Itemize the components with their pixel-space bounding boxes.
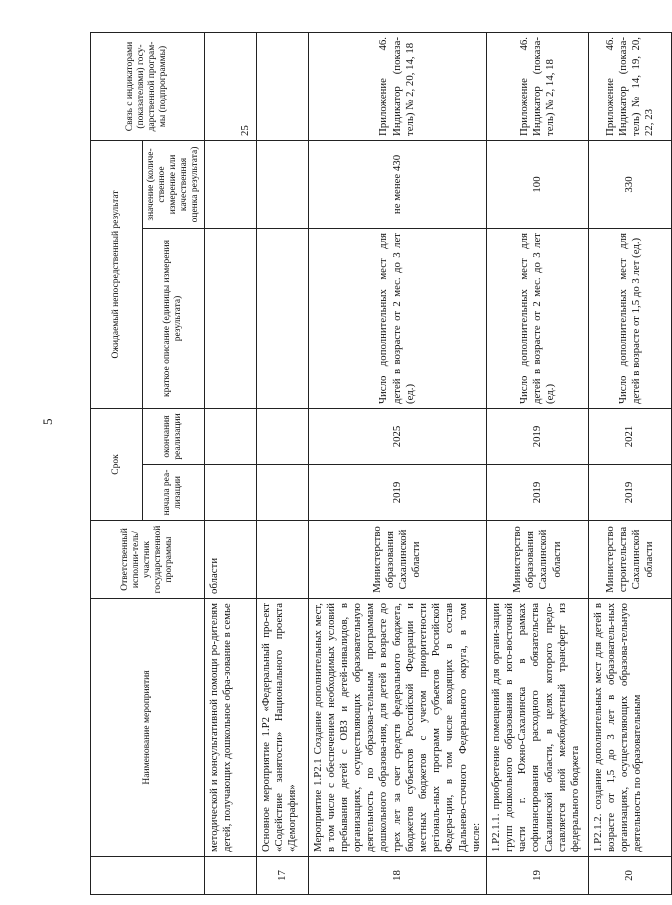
rotated-table-container (90, 33, 656, 895)
row-num: 18 (308, 857, 486, 895)
header-term: Срок (91, 408, 143, 520)
header-term-end: окончания реализации (143, 408, 205, 464)
row-responsible (256, 521, 308, 599)
row-link: 25 (204, 32, 256, 140)
row-name: 1.Р2.1.2. создание дополнительных мест для детей в возрасте от 1,5 до 3 лет в образователь-ных организациях, осуществляющих образова-тельную деятельность по образовательным (588, 599, 671, 857)
row-link (256, 32, 308, 140)
row-end (204, 408, 256, 464)
row-value: не менее 430 (308, 140, 486, 228)
row-start: 2019 (588, 465, 671, 521)
row-start: 2019 (308, 465, 486, 521)
table-row (308, 32, 486, 894)
table-row (256, 32, 308, 894)
row-num (204, 857, 256, 895)
row-responsible: Министерство образования Сахалинской области (486, 521, 588, 599)
header-link: Связь с индикаторами (показателями) госу-дарственной програм-мы (подпрограммы) (91, 32, 205, 140)
row-end (256, 408, 308, 464)
row-value: 330 (588, 140, 671, 228)
row-end: 2025 (308, 408, 486, 464)
row-end: 2021 (588, 408, 671, 464)
row-desc (204, 228, 256, 408)
header-term-start: начала реа-лизации (143, 465, 205, 521)
header-result-desc: краткое описание (единицы измерения результата) (143, 228, 205, 408)
row-start: 2019 (486, 465, 588, 521)
row-responsible: Министерство образования Сахалинской области (308, 521, 486, 599)
row-value (256, 140, 308, 228)
row-value (204, 140, 256, 228)
row-name: 1.Р2.1.1. приобретение помещений для органи-зации групп дошкольного образования в юго-восточной части г. Южно-Сахалинска в рамках софинансирования расходного обязательства Сахалинской области, в целях которого предо-ставляется иной межбюджетный трансферт из федерального бюджета (486, 599, 588, 857)
row-start (204, 465, 256, 521)
row-name: Мероприятие 1.Р2.1 Создание дополнительных мест, в том числе с обеспечением необходимых условий пребывания детей с ОВЗ и детей-инвалидов, в организациях, осуществляющих образовательную деятельность по образова-тельным программам дошкольного образова-ния, для детей в возрасте до трех лет за счет средств федерального бюджета, бюджетов субъектов Российской Федерации и местных бюджетов с учетом приоритетности регіональ-ных программ субъектов Российской Федера-ции, в том числе входящих в состав Дальнево-сточного Федерального округа, в том числе: (308, 599, 486, 857)
row-desc (256, 228, 308, 408)
row-desc: Число дополнительных мест для детей в возрасте от 2 мес. до 3 лет (ед.) (486, 228, 588, 408)
table-row (204, 32, 256, 894)
row-link: Приложение 46. Индикатор (показа-тель) № 2, 20, 14, 18 (308, 32, 486, 140)
row-num: 17 (256, 857, 308, 895)
row-name: Основное мероприятие 1.Р2 «Федеральный про-ект «Содействие занятости» Национального проекта «Демография» (256, 599, 308, 857)
row-desc: Число дополнительных мест для детей в возрасте от 2 мес. до 3 лет (ед.) (308, 228, 486, 408)
row-link: Приложение 46. Индикатор (показа-тель) № 2, 14, 18 (486, 32, 588, 140)
header-result: Ожидаемый непосредственный результат (91, 140, 143, 408)
row-end: 2019 (486, 408, 588, 464)
row-desc: Число дополнительных мест для детей в возрасте от 1,5 до 3 лет (ед.) (588, 228, 671, 408)
table-row (588, 32, 671, 894)
header-result-value: значение (количе-ственное измерение или качественная оценка результата) (143, 140, 205, 228)
measures-table (90, 32, 672, 895)
row-num: 20 (588, 857, 671, 895)
header-responsible: Ответственный исполни-тель/участник государственной программы (91, 521, 205, 599)
row-link: Приложение 46. Индикатор (показа-тель) № 14, 19, 20, 22, 23 (588, 32, 671, 140)
row-value: 100 (486, 140, 588, 228)
header-name: Наименование мероприятия (91, 599, 205, 857)
row-name: методической и консультативной помощи ро-дителям детей, получающих дошкольное обра-зование в семье (204, 599, 256, 857)
page-number: 5 (40, 418, 55, 425)
row-responsible: области (204, 521, 256, 599)
row-responsible: Министерство строительства Сахалинской области (588, 521, 671, 599)
row-start (256, 465, 308, 521)
header-num (91, 857, 205, 895)
row-num: 19 (486, 857, 588, 895)
table-row (486, 32, 588, 894)
